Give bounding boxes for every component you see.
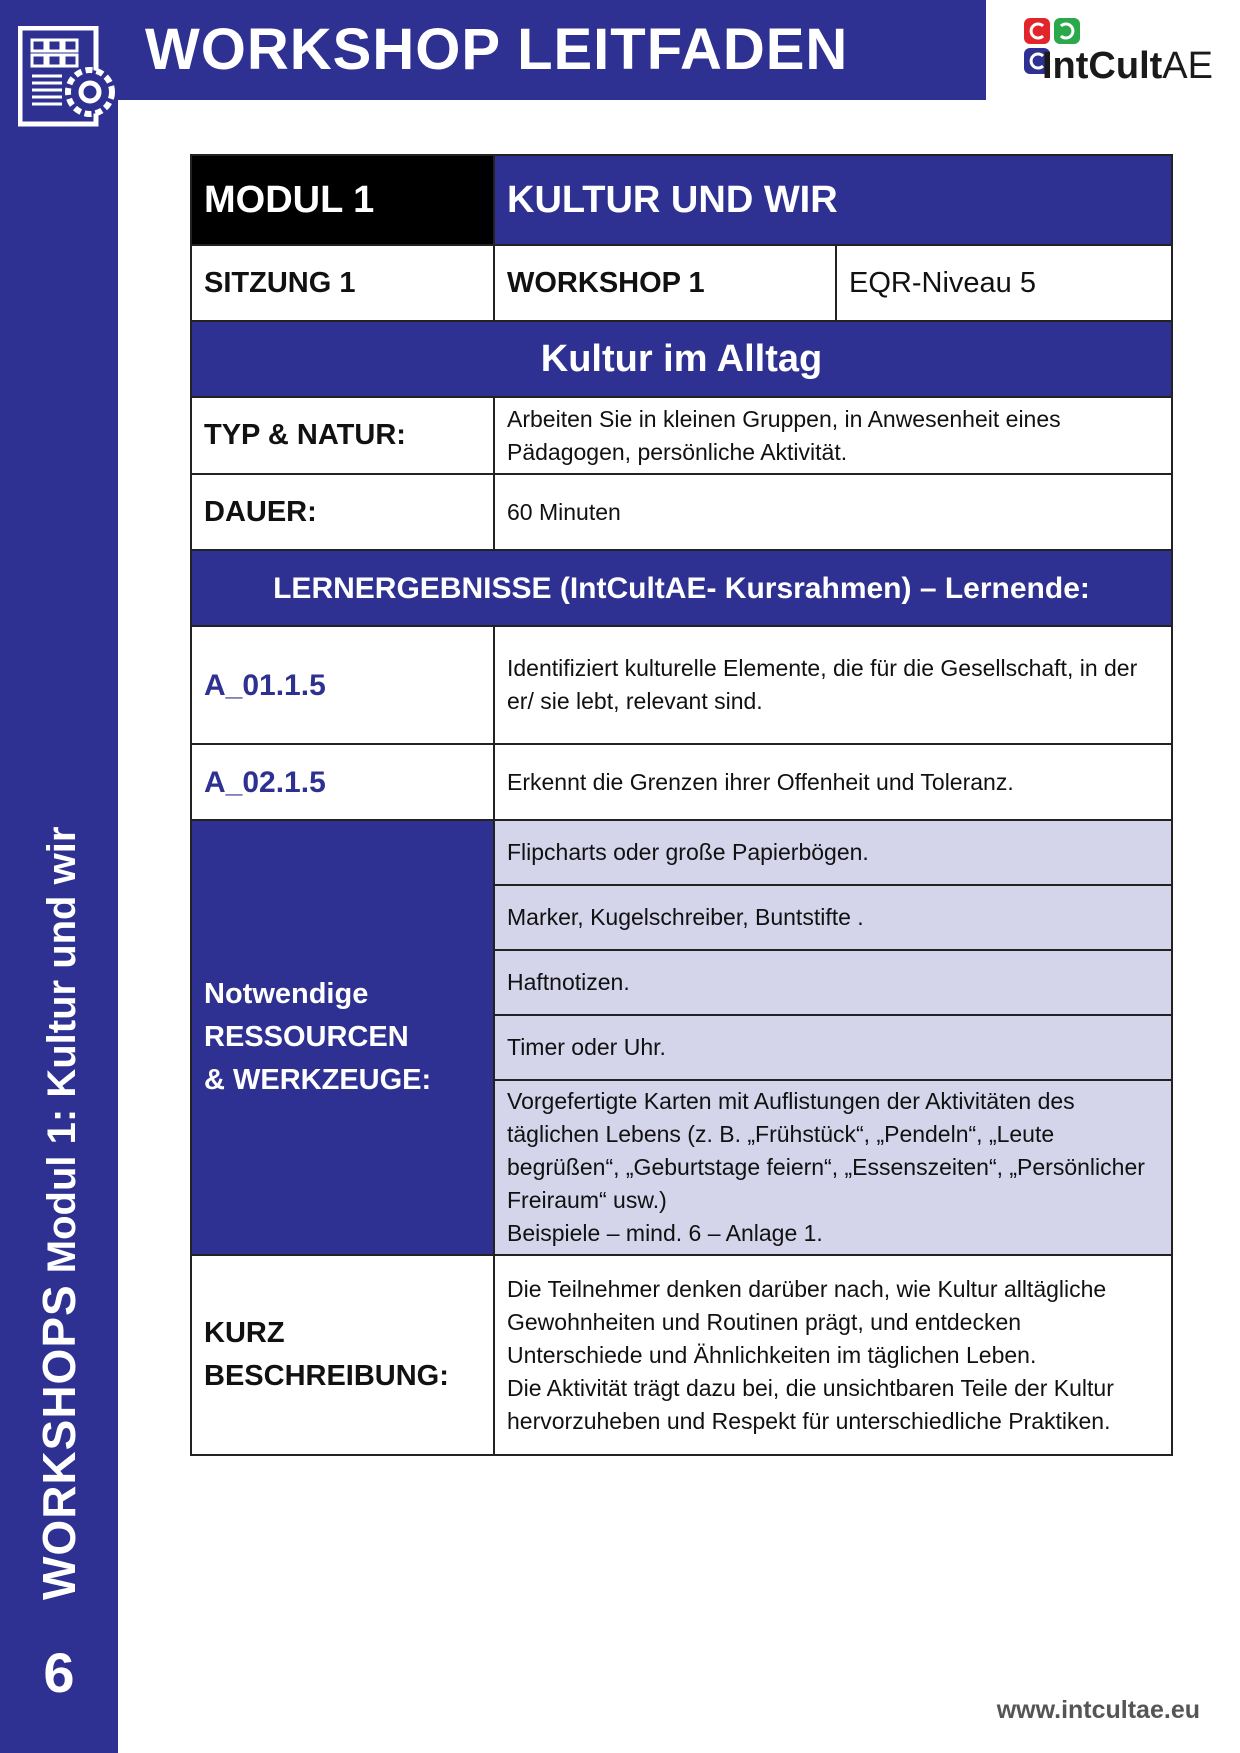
workshop-label: WORKSHOP 1 — [494, 245, 836, 321]
logo-text-bold: IntCult — [1042, 45, 1163, 87]
resource-item-cards — [494, 1080, 1172, 1255]
outcomes-heading: LERNERGEBNISSE (IntCultAE- Kursrahmen) – Lernende: — [191, 550, 1172, 626]
sidebar-section-rest: Modul 1: Kultur und wir — [40, 826, 84, 1285]
outcome-text: Erkennt die Grenzen ihrer Offenheit und Toleranz. — [494, 744, 1172, 820]
session-row — [191, 245, 1172, 321]
description-text — [494, 1255, 1172, 1455]
workshop-title-row — [191, 321, 1172, 397]
resource-item: Flipcharts oder große Papierbögen. — [494, 820, 1172, 885]
outcome-text: Identifiziert kulturelle Elemente, die für die Gesellschaft, in der er/ sie lebt, relevant sind. — [494, 626, 1172, 744]
sidebar-section-bold: WORKSHOPS — [33, 1284, 85, 1600]
duration-label: DAUER: — [191, 474, 494, 550]
footer-url[interactable]: www.intcultae.eu — [996, 1696, 1200, 1724]
session-label: SITZUNG 1 — [191, 245, 494, 321]
logo-text-light: AE — [1162, 45, 1213, 87]
description-paragraph: Die Aktivität trägt dazu bei, die unsichtbaren Teile der Kultur hervorzuheben und Respekt für unterschiedliche Praktiken. — [507, 1374, 1114, 1434]
eqr-level: EQR-Niveau 5 — [836, 245, 1172, 321]
description-label-line: KURZ — [204, 1317, 285, 1349]
description-label-line: BESCHREIBUNG: — [204, 1360, 449, 1392]
page-number: 6 — [43, 1641, 75, 1704]
workshop-title: Kultur im Alltag — [191, 321, 1172, 397]
resource-item: Marker, Kugelschreiber, Buntstifte . — [494, 885, 1172, 950]
resource-cards-examples: Beispiele – mind. 6 – Anlage 1. — [507, 1220, 823, 1246]
duration-value: 60 Minuten — [494, 474, 1172, 550]
outcome-row — [191, 744, 1172, 820]
outcome-code: A_01.1.5 — [191, 626, 494, 744]
module-table — [190, 154, 1173, 1456]
description-paragraph: Die Teilnehmer denken darüber nach, wie Kultur alltägliche Gewohnheiten und Routinen prägt, und entdecken Unterschiede und Ähnlichkeiten im täglichen Leben. — [507, 1275, 1107, 1368]
type-row — [191, 397, 1172, 474]
resources-label-line: & WERKZEUGE: — [204, 1064, 432, 1096]
logo-text — [1042, 46, 1213, 86]
resources-label-line: Notwendige — [204, 978, 369, 1010]
type-label: TYP & NATUR: — [191, 397, 494, 474]
description-row — [191, 1255, 1172, 1455]
outcomes-heading-row — [191, 550, 1172, 626]
type-value: Arbeiten Sie in kleinen Gruppen, in Anwesenheit eines Pädagogen, persönliche Aktivität. — [494, 397, 1172, 474]
description-label — [191, 1255, 494, 1455]
outcome-row — [191, 626, 1172, 744]
resource-item: Timer oder Uhr. — [494, 1015, 1172, 1080]
workshop-document-gear-icon — [18, 26, 118, 130]
module-row — [191, 155, 1172, 245]
sidebar-section-title — [33, 826, 85, 1600]
resources-label-line: RESSOURCEN — [204, 1021, 409, 1053]
resource-item: Haftnotizen. — [494, 950, 1172, 1015]
outcome-code: A_02.1.5 — [191, 744, 494, 820]
module-number: MODUL 1 — [191, 155, 494, 245]
module-title: KULTUR UND WIR — [494, 155, 1172, 245]
duration-row — [191, 474, 1172, 550]
resource-cards-text: Vorgefertigte Karten mit Auflistungen der Aktivitäten des täglichen Lebens (z. B. „Frühstück“, „Pendeln“, „Leute begrüßen“, „Geburtstage feiern“, „Essenszeiten“, „Persönlicher Freiraum“ usw.) — [507, 1088, 1145, 1213]
resources-label — [191, 820, 494, 1255]
sidebar — [0, 0, 118, 1753]
page-title: WORKSHOP LEITFADEN — [145, 17, 849, 82]
resource-row — [191, 820, 1172, 885]
